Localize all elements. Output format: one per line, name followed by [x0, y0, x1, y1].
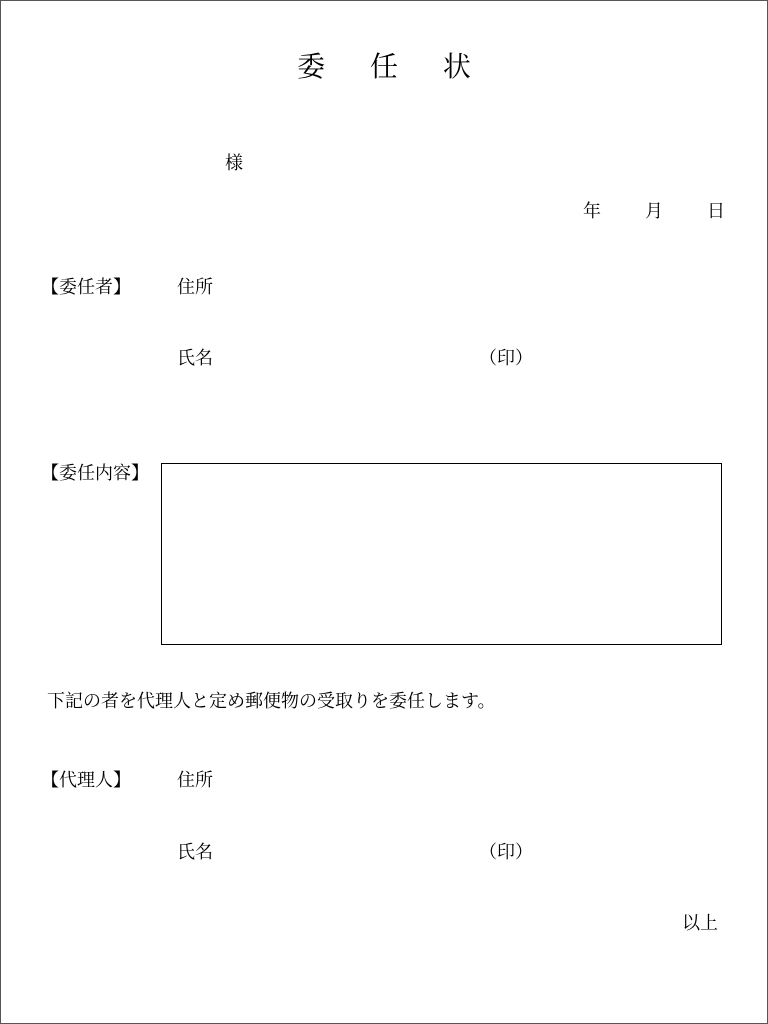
agent-seal: （印）: [479, 842, 533, 863]
agent-heading: 【代理人】: [41, 770, 131, 791]
principal-heading: 【委任者】: [41, 277, 131, 298]
date-day-label: 日: [707, 201, 725, 222]
date-year-label: 年: [583, 201, 601, 222]
agent-name-label: 氏名: [177, 842, 213, 863]
date-month-label: 月: [645, 201, 663, 222]
principal-address-label: 住所: [177, 277, 213, 298]
agent-address-label: 住所: [177, 770, 213, 791]
date-line: [583, 201, 725, 223]
delegation-statement: 下記の者を代理人と定め郵便物の受取りを委任します。: [47, 691, 496, 712]
addressee-suffix: 様: [225, 153, 243, 174]
document-title: 委 任 状: [297, 50, 489, 83]
delegation-content-heading: 【委任内容】: [41, 463, 149, 484]
principal-name-label: 氏名: [177, 348, 213, 369]
closing-text: 以上: [682, 913, 718, 934]
delegation-content-box: [161, 463, 722, 645]
principal-seal: （印）: [479, 348, 533, 369]
